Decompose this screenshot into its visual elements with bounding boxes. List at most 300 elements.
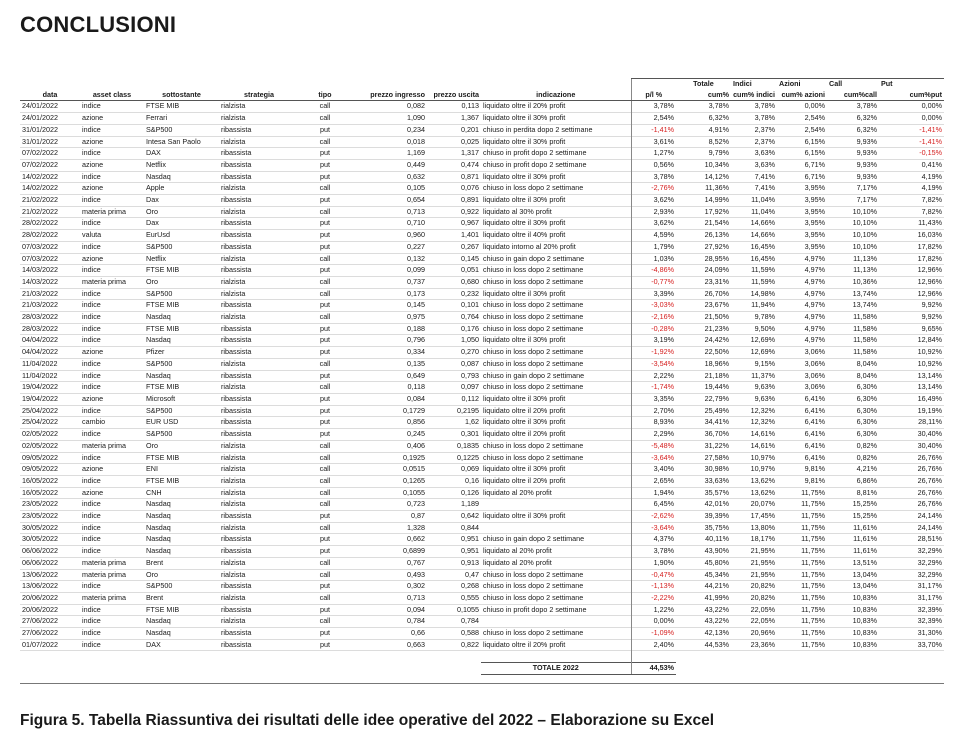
cell-tipo: call: [299, 569, 351, 581]
cell-pl: -1,09%: [631, 628, 676, 640]
cell-sottostante: EUR USD: [144, 417, 219, 429]
cell-cum-call: 6,30%: [827, 429, 879, 441]
cell-cum-put: 26,76%: [879, 464, 944, 476]
cell-pl: -3,03%: [631, 300, 676, 312]
cell-indicazione: liquidato oltre il 30% profit: [481, 136, 631, 148]
cell-strategia: ribassista: [219, 347, 299, 359]
cell-cum-put: -1,41%: [879, 124, 944, 136]
cell-tipo: call: [299, 475, 351, 487]
table-row: [20, 124, 944, 136]
cell-strategia: rialzista: [219, 557, 299, 569]
cell-cum-azioni: 6,41%: [777, 429, 827, 441]
cell-cum-azioni: 6,15%: [777, 136, 827, 148]
cell-cum-azioni: 11,75%: [777, 499, 827, 511]
cell-indicazione: [481, 522, 631, 534]
summary-table-container: [20, 78, 944, 682]
cell-sottostante: Nasdaq: [144, 171, 219, 183]
cell-strategia: ribassista: [219, 171, 299, 183]
cell-strategia: rialzista: [219, 358, 299, 370]
cell-sottostante: FTSE MIB: [144, 323, 219, 335]
cell-tipo: put: [299, 546, 351, 558]
cell-cum-call: 10,83%: [827, 592, 879, 604]
cell-cum-put: 26,76%: [879, 452, 944, 464]
cell-cum-azioni: 6,71%: [777, 159, 827, 171]
cell-asset-class: materia prima: [80, 592, 144, 604]
cell-asset-class: indice: [80, 382, 144, 394]
cell-strategia: rialzista: [219, 452, 299, 464]
cell-strategia: ribassista: [219, 335, 299, 347]
cell-tipo: put: [299, 323, 351, 335]
cell-cum-indici: 3,63%: [731, 148, 777, 160]
cell-strategia: ribassista: [219, 148, 299, 160]
cell-cum-call: 10,10%: [827, 241, 879, 253]
cell-tipo: call: [299, 253, 351, 265]
cell-prezzo-uscita: 0,232: [427, 288, 481, 300]
group-header-azioni: Azioni: [777, 79, 827, 90]
cell-asset-class: azione: [80, 464, 144, 476]
cell-cum-call: 9,93%: [827, 159, 879, 171]
cell-prezzo-ingresso: 0,796: [351, 335, 427, 347]
cell-cum: 24,09%: [676, 265, 731, 277]
cell-indicazione: liquidato oltre il 30% profit: [481, 171, 631, 183]
cell-indicazione: chiuso in loss dopo 2 settimane: [481, 183, 631, 195]
cell-strategia: ribassista: [219, 241, 299, 253]
cell-sottostante: Nasdaq: [144, 499, 219, 511]
cell-cum: 45,34%: [676, 569, 731, 581]
cell-sottostante: S&P500: [144, 124, 219, 136]
cell-prezzo-ingresso: 0,118: [351, 382, 427, 394]
cell-pl: -3,64%: [631, 522, 676, 534]
cell-indicazione: chiuso in profit dopo 2 settimane: [481, 148, 631, 160]
cell-cum-call: 10,10%: [827, 206, 879, 218]
figure-caption: Figura 5. Tabella Riassuntiva dei risultati delle idee operative del 2022 – Elaborazione su Excel: [20, 712, 715, 729]
total-label: TOTALE 2022: [481, 663, 631, 675]
cell-cum: 33,63%: [676, 475, 731, 487]
cell-cum-azioni: 3,95%: [777, 218, 827, 230]
cell-tipo: put: [299, 218, 351, 230]
cell-sottostante: Brent: [144, 592, 219, 604]
table-row: [20, 487, 944, 499]
cell-prezzo-ingresso: 0,1729: [351, 405, 427, 417]
cell-cum-indici: 21,95%: [731, 569, 777, 581]
cell-prezzo-ingresso: 0,145: [351, 300, 427, 312]
cell-cum-azioni: 11,75%: [777, 487, 827, 499]
cell-prezzo-uscita: 0,267: [427, 241, 481, 253]
cell-cum-call: 10,83%: [827, 604, 879, 616]
cell-strategia: ribassista: [219, 230, 299, 242]
cell-cum-indici: 23,36%: [731, 639, 777, 651]
cell-cum-put: 9,65%: [879, 323, 944, 335]
cell-sottostante: FTSE MIB: [144, 452, 219, 464]
cell-tipo: put: [299, 148, 351, 160]
cell-cum-put: 19,19%: [879, 405, 944, 417]
cell-cum-azioni: 4,97%: [777, 323, 827, 335]
cell-pl: 3,62%: [631, 218, 676, 230]
table-row: [20, 581, 944, 593]
cell-pl: -1,74%: [631, 382, 676, 394]
total-empty-cell: [299, 663, 351, 675]
cell-tipo: put: [299, 429, 351, 441]
cell-prezzo-uscita: 0,680: [427, 276, 481, 288]
cell-prezzo-uscita: 0,101: [427, 300, 481, 312]
cell-tipo: put: [299, 159, 351, 171]
cell-cum-azioni: 9,81%: [777, 475, 827, 487]
table-row: [20, 148, 944, 160]
cell-prezzo-ingresso: 0,302: [351, 581, 427, 593]
cell-cum: 21,18%: [676, 370, 731, 382]
cell-date: 14/03/2022: [20, 276, 80, 288]
cell-cum-indici: 11,59%: [731, 276, 777, 288]
cell-asset-class: indice: [80, 522, 144, 534]
cell-asset-class: indice: [80, 195, 144, 207]
cell-pl: -1,41%: [631, 124, 676, 136]
cell-tipo: call: [299, 206, 351, 218]
cell-cum: 21,23%: [676, 323, 731, 335]
cell-tipo: call: [299, 358, 351, 370]
cell-cum-azioni: 3,06%: [777, 347, 827, 359]
cell-sottostante: Dax: [144, 195, 219, 207]
cell-cum-call: 11,61%: [827, 546, 879, 558]
cell-cum-put: 28,11%: [879, 417, 944, 429]
cell-cum-put: 26,76%: [879, 475, 944, 487]
cell-asset-class: indice: [80, 628, 144, 640]
cell-cum-call: 10,10%: [827, 218, 879, 230]
cell-sottostante: EurUsd: [144, 230, 219, 242]
cell-asset-class: materia prima: [80, 440, 144, 452]
cell-prezzo-ingresso: 0,87: [351, 511, 427, 523]
cell-date: 07/02/2022: [20, 148, 80, 160]
cell-date: 28/02/2022: [20, 218, 80, 230]
cell-cum-indici: 10,97%: [731, 452, 777, 464]
cell-cum-indici: 14,61%: [731, 429, 777, 441]
cell-date: 14/03/2022: [20, 265, 80, 277]
cell-cum-azioni: 3,95%: [777, 183, 827, 195]
cell-date: 31/01/2022: [20, 136, 80, 148]
cell-cum: 8,52%: [676, 136, 731, 148]
cell-cum: 3,78%: [676, 101, 731, 113]
cell-pl: 2,29%: [631, 429, 676, 441]
cell-cum-indici: 13,80%: [731, 522, 777, 534]
header-cum-indici: cum% indici: [731, 90, 777, 101]
table-row: [20, 604, 944, 616]
header-sottostante: sottostante: [144, 90, 219, 101]
cell-cum-call: 7,17%: [827, 195, 879, 207]
table-row: [20, 206, 944, 218]
cell-prezzo-ingresso: 0,767: [351, 557, 427, 569]
cell-prezzo-ingresso: 0,1925: [351, 452, 427, 464]
cell-sottostante: Nasdaq: [144, 546, 219, 558]
cell-sottostante: Apple: [144, 183, 219, 195]
cell-prezzo-uscita: 0,871: [427, 171, 481, 183]
cell-cum-indici: 9,63%: [731, 393, 777, 405]
header-prezzo-ingresso: prezzo ingresso: [351, 90, 427, 101]
cell-pl: -1,13%: [631, 581, 676, 593]
cell-pl: -0,47%: [631, 569, 676, 581]
table-row: [20, 101, 944, 113]
cell-cum: 28,95%: [676, 253, 731, 265]
cell-prezzo-uscita: 0,951: [427, 534, 481, 546]
cell-cum-put: 4,19%: [879, 171, 944, 183]
cell-cum-indici: 16,45%: [731, 253, 777, 265]
cell-prezzo-uscita: 0,076: [427, 183, 481, 195]
cell-prezzo-uscita: 0,201: [427, 124, 481, 136]
cell-pl: -0,28%: [631, 323, 676, 335]
table-row: [20, 499, 944, 511]
table-row: [20, 358, 944, 370]
cell-cum-put: 28,51%: [879, 534, 944, 546]
cell-prezzo-uscita: 0,268: [427, 581, 481, 593]
cell-prezzo-uscita: 0,113: [427, 101, 481, 113]
cell-date: 24/01/2022: [20, 113, 80, 125]
cell-tipo: call: [299, 487, 351, 499]
group-header-indici: Indici: [731, 79, 777, 90]
header-asset-class: asset class: [80, 90, 144, 101]
cell-prezzo-uscita: 0,025: [427, 136, 481, 148]
table-row: [20, 335, 944, 347]
cell-pl: -2,16%: [631, 312, 676, 324]
cell-tipo: call: [299, 183, 351, 195]
cell-cum-put: 32,29%: [879, 546, 944, 558]
cell-cum: 30,98%: [676, 464, 731, 476]
header-cum-call: cum%call: [827, 90, 879, 101]
cell-indicazione: chiuso in profit dopo 2 settimane: [481, 159, 631, 171]
cell-cum-indici: 20,82%: [731, 581, 777, 593]
cell-cum-azioni: 3,95%: [777, 230, 827, 242]
cell-date: 21/02/2022: [20, 195, 80, 207]
cell-indicazione: liquidato oltre il 30% profit: [481, 464, 631, 476]
header-cum: cum%: [676, 90, 731, 101]
cell-indicazione: chiuso in loss dopo 2 settimane: [481, 581, 631, 593]
cell-prezzo-ingresso: 0,662: [351, 534, 427, 546]
cell-prezzo-ingresso: 0,66: [351, 628, 427, 640]
cell-asset-class: indice: [80, 171, 144, 183]
cell-cum-indici: 9,63%: [731, 382, 777, 394]
cell-indicazione: chiuso in loss dopo 2 settimane: [481, 300, 631, 312]
cell-cum: 18,96%: [676, 358, 731, 370]
cell-sottostante: Pfizer: [144, 347, 219, 359]
cell-asset-class: indice: [80, 312, 144, 324]
cell-indicazione: [481, 499, 631, 511]
cell-cum: 35,75%: [676, 522, 731, 534]
cell-pl: 1,90%: [631, 557, 676, 569]
cell-pl: 2,40%: [631, 639, 676, 651]
cell-prezzo-ingresso: 0,632: [351, 171, 427, 183]
cell-cum-call: 9,93%: [827, 136, 879, 148]
cell-strategia: ribassista: [219, 405, 299, 417]
cell-prezzo-ingresso: 0,334: [351, 347, 427, 359]
cell-cum: 45,80%: [676, 557, 731, 569]
cell-cum-indici: 2,37%: [731, 124, 777, 136]
cell-cum-indici: 14,66%: [731, 230, 777, 242]
cell-sottostante: S&P500: [144, 358, 219, 370]
cell-cum-azioni: 4,97%: [777, 335, 827, 347]
cell-strategia: rialzista: [219, 475, 299, 487]
table-row: [20, 253, 944, 265]
cell-indicazione: liquidato al 20% profit: [481, 557, 631, 569]
cell-tipo: call: [299, 452, 351, 464]
cell-sottostante: Microsoft: [144, 393, 219, 405]
total-empty-cell: [219, 663, 299, 675]
cell-prezzo-ingresso: 1,328: [351, 522, 427, 534]
cell-indicazione: liquidato oltre il 20% profit: [481, 475, 631, 487]
cell-cum-call: 6,30%: [827, 393, 879, 405]
cell-cum-call: 11,61%: [827, 534, 879, 546]
cell-indicazione: liquidato al 20% profit: [481, 487, 631, 499]
cell-cum: 17,92%: [676, 206, 731, 218]
cell-prezzo-uscita: 0,951: [427, 546, 481, 558]
cell-strategia: rialzista: [219, 440, 299, 452]
cell-sottostante: Oro: [144, 206, 219, 218]
cell-cum-azioni: 6,41%: [777, 440, 827, 452]
table-row: [20, 136, 944, 148]
cell-strategia: rialzista: [219, 487, 299, 499]
cell-cum: 22,50%: [676, 347, 731, 359]
cell-indicazione: chiuso in gain dopo 2 settimane: [481, 370, 631, 382]
cell-cum-indici: 21,95%: [731, 557, 777, 569]
cell-prezzo-uscita: 0,822: [427, 639, 481, 651]
cell-cum-indici: 11,37%: [731, 370, 777, 382]
cell-asset-class: indice: [80, 218, 144, 230]
cell-tipo: put: [299, 393, 351, 405]
header-pl: p/l %: [631, 90, 676, 101]
cell-cum-azioni: 6,71%: [777, 171, 827, 183]
cell-pl: 3,39%: [631, 288, 676, 300]
cell-asset-class: azione: [80, 113, 144, 125]
cell-indicazione: chiuso in loss dopo 2 settimane: [481, 347, 631, 359]
cell-prezzo-ingresso: 0,493: [351, 569, 427, 581]
cell-cum-indici: 12,32%: [731, 417, 777, 429]
cell-sottostante: S&P500: [144, 405, 219, 417]
cell-asset-class: indice: [80, 241, 144, 253]
cell-asset-class: azione: [80, 159, 144, 171]
cell-cum-indici: 22,05%: [731, 604, 777, 616]
cell-cum-indici: 16,45%: [731, 241, 777, 253]
cell-asset-class: indice: [80, 534, 144, 546]
column-header-row: [20, 90, 944, 101]
cell-cum-indici: 18,17%: [731, 534, 777, 546]
cell-strategia: rialzista: [219, 276, 299, 288]
cell-prezzo-uscita: 0,844: [427, 522, 481, 534]
total-empty-cell: [351, 663, 427, 675]
cell-prezzo-ingresso: 0,784: [351, 616, 427, 628]
cell-cum-azioni: 2,54%: [777, 113, 827, 125]
cell-cum-indici: 20,82%: [731, 592, 777, 604]
cell-prezzo-ingresso: 0,649: [351, 370, 427, 382]
cell-cum-call: 15,25%: [827, 499, 879, 511]
cell-indicazione: chiuso in perdita dopo 2 settimane: [481, 124, 631, 136]
page-title: CONCLUSIONI: [20, 12, 177, 37]
cell-cum-call: 11,13%: [827, 253, 879, 265]
cell-date: 04/04/2022: [20, 335, 80, 347]
cell-date: 19/04/2022: [20, 382, 80, 394]
cell-cum: 41,99%: [676, 592, 731, 604]
cell-pl: 3,78%: [631, 171, 676, 183]
cell-indicazione: chiuso in loss dopo 2 settimane: [481, 358, 631, 370]
cell-tipo: put: [299, 195, 351, 207]
cell-tipo: put: [299, 370, 351, 382]
total-empty-cell: [80, 663, 144, 675]
cell-strategia: rialzista: [219, 499, 299, 511]
cell-cum-indici: 13,62%: [731, 475, 777, 487]
cell-strategia: ribassista: [219, 393, 299, 405]
cell-indicazione: liquidato intorno al 20% profit: [481, 241, 631, 253]
cell-cum: 26,13%: [676, 230, 731, 242]
cell-strategia: ribassista: [219, 195, 299, 207]
cell-date: 25/04/2022: [20, 405, 80, 417]
cell-cum-indici: 14,98%: [731, 288, 777, 300]
cell-cum: 19,44%: [676, 382, 731, 394]
cell-pl: 3,19%: [631, 335, 676, 347]
group-header-row: [20, 79, 944, 90]
cell-indicazione: chiuso in profit dopo 2 settimane: [481, 604, 631, 616]
cell-prezzo-uscita: 0,555: [427, 592, 481, 604]
cell-cum-put: 0,00%: [879, 101, 944, 113]
cell-asset-class: indice: [80, 639, 144, 651]
cell-prezzo-uscita: 1,401: [427, 230, 481, 242]
cell-prezzo-ingresso: 0,449: [351, 159, 427, 171]
cell-pl: 2,93%: [631, 206, 676, 218]
cell-indicazione: liquidato oltre il 30% profit: [481, 195, 631, 207]
cell-cum-azioni: 11,75%: [777, 534, 827, 546]
cell-prezzo-ingresso: 0,0515: [351, 464, 427, 476]
cell-cum-indici: 11,04%: [731, 195, 777, 207]
cell-asset-class: azione: [80, 136, 144, 148]
cell-strategia: ribassista: [219, 628, 299, 640]
cell-indicazione: chiuso in loss dopo 2 settimane: [481, 382, 631, 394]
cell-indicazione: chiuso in loss dopo 2 settimane: [481, 276, 631, 288]
cell-cum-azioni: 11,75%: [777, 557, 827, 569]
cell-cum-azioni: 3,06%: [777, 370, 827, 382]
cell-date: 21/03/2022: [20, 300, 80, 312]
cell-date: 27/06/2022: [20, 616, 80, 628]
cell-indicazione: liquidato oltre il 30% profit: [481, 335, 631, 347]
cell-cum-put: 33,70%: [879, 639, 944, 651]
cell-prezzo-uscita: 0,112: [427, 393, 481, 405]
total-empty-cell: [879, 663, 944, 675]
cell-cum-azioni: 4,97%: [777, 265, 827, 277]
cell-cum-indici: 13,62%: [731, 487, 777, 499]
cell-date: 21/02/2022: [20, 206, 80, 218]
cell-prezzo-ingresso: 0,663: [351, 639, 427, 651]
cell-strategia: rialzista: [219, 312, 299, 324]
cell-cum-put: 32,29%: [879, 569, 944, 581]
cell-cum-put: 32,29%: [879, 557, 944, 569]
cell-asset-class: azione: [80, 253, 144, 265]
cell-date: 13/06/2022: [20, 581, 80, 593]
cell-cum-put: 16,03%: [879, 230, 944, 242]
cell-cum: 31,22%: [676, 440, 731, 452]
cell-sottostante: Netflix: [144, 253, 219, 265]
cell-cum-put: 31,17%: [879, 581, 944, 593]
cell-strategia: rialzista: [219, 616, 299, 628]
cell-cum-azioni: 6,41%: [777, 452, 827, 464]
table-row: [20, 592, 944, 604]
table-row: [20, 241, 944, 253]
cell-date: 16/05/2022: [20, 475, 80, 487]
cell-prezzo-uscita: 0,145: [427, 253, 481, 265]
cell-tipo: call: [299, 616, 351, 628]
cell-tipo: put: [299, 581, 351, 593]
cell-date: 07/03/2022: [20, 253, 80, 265]
cell-cum-put: -0,15%: [879, 148, 944, 160]
cell-tipo: call: [299, 464, 351, 476]
cell-cum-put: 30,40%: [879, 440, 944, 452]
cell-date: 06/06/2022: [20, 557, 80, 569]
cell-date: 27/06/2022: [20, 628, 80, 640]
cell-sottostante: Nasdaq: [144, 534, 219, 546]
cell-date: 11/04/2022: [20, 358, 80, 370]
cell-cum-indici: 17,45%: [731, 511, 777, 523]
